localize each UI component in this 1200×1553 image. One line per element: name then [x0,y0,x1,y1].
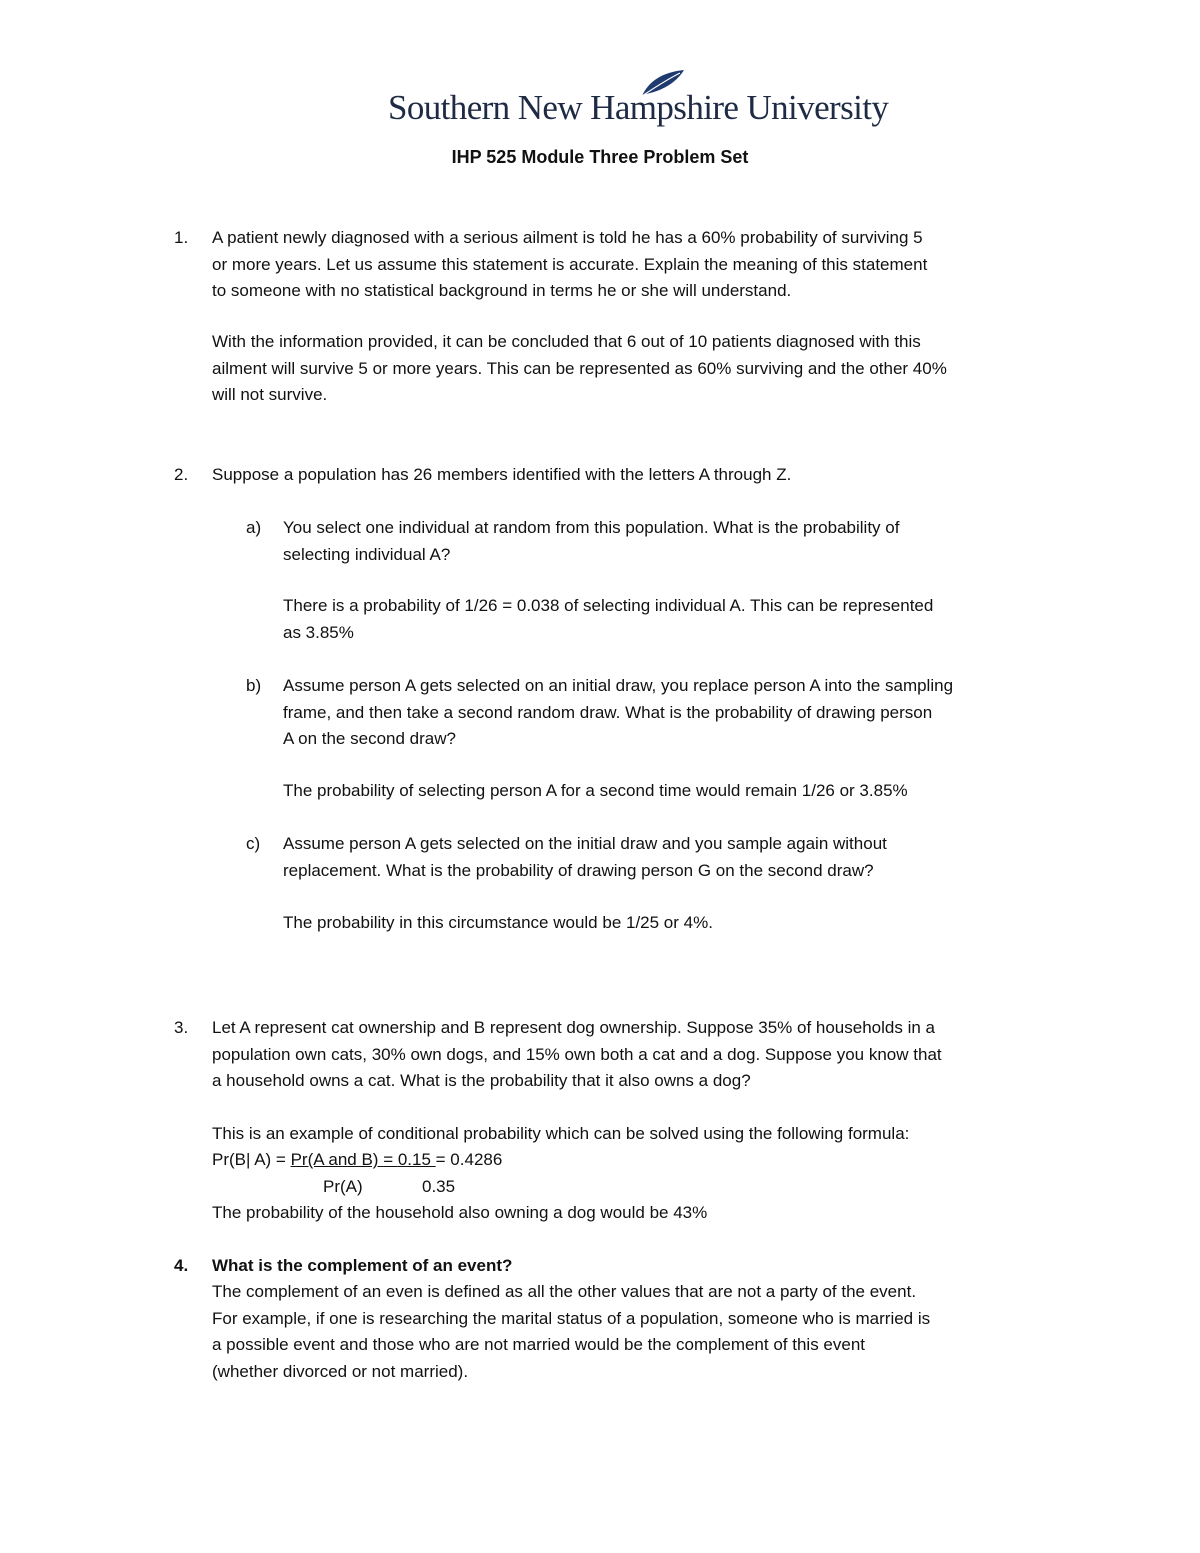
formula-denominator-1: Pr(A) [323,1177,363,1196]
question-2-number: 2. [174,465,189,484]
text-line: will not survive. [212,385,328,404]
text-line: You select one individual at random from this population. What is the probability of [283,518,900,537]
question-2a-text [283,515,899,568]
question-2a-answer [283,593,933,646]
text-line: Assume person A gets selected on an initial draw, you replace person A into the sampling [283,676,954,695]
document-title: IHP 525 Module Three Problem Set [451,147,749,167]
text-line: population own cats, 30% own dogs, and 15% own both a cat and a dog. Suppose you know that [212,1044,942,1064]
logo-text: Southern New Hampshire University [388,88,889,127]
question-1-number: 1. [174,228,189,247]
question-2-text: Suppose a population has 26 members identified with the letters A through Z. [212,465,792,484]
text-line: The probability in this circumstance would be 1/25 or 4%. [283,913,713,932]
text-line: For example, if one is researching the marital status of a population, someone who is married is [212,1308,931,1328]
question-3-answer-intro: This is an example of conditional probability which can be solved using the following formula: [212,1124,910,1143]
question-3-number: 3. [174,1018,189,1037]
formula-equals: = [383,1150,398,1169]
text-line: ailment will survive 5 or more years. This can be represented as 60% surviving and the other 40% [212,358,947,378]
text-line: There is a probability of 1/26 = 0.038 of selecting individual A. This can be represented [283,596,934,615]
formula-lhs: Pr(B| A) = [212,1150,291,1169]
text-line: Let A represent cat ownership and B represent dog ownership. Suppose 35% of households in a [212,1018,935,1037]
university-logo [388,68,889,138]
text-line: a household owns a cat. What is the probability that it also owns a dog? [212,1071,751,1090]
question-1-text [212,225,927,305]
text-line: A patient newly diagnosed with a serious ailment is told he has a 60% probability of surviving 5 [212,228,923,247]
question-2c-text [283,831,887,884]
text-line: (whether divorced or not married). [212,1361,469,1381]
question-2b-answer [283,778,908,805]
question-4-text: What is the complement of an event? [212,1256,513,1275]
text-line: frame, and then take a second random draw. What is the probability of drawing person [283,702,933,722]
text-line: Assume person A gets selected on the initial draw and you sample again without [283,834,887,853]
formula-result: = 0.4286 [435,1150,503,1169]
formula-numerator-1: Pr(A and B) [290,1150,384,1169]
question-2b-text [283,673,953,753]
question-2a-label: a) [246,518,262,537]
text-line: selecting individual A? [283,544,451,564]
text-line: as 3.85% [283,622,354,642]
formula-denominator-2: 0.35 [422,1177,456,1196]
text-line: The complement of an even is defined as all the other values that are not a party of the event. [212,1282,917,1301]
question-2c-answer [283,910,713,937]
text-line: or more years. Let us assume this statement is accurate. Explain the meaning of this statement [212,254,928,274]
text-line: The probability of selecting person A for a second time would remain 1/26 or 3.85% [283,781,908,800]
text-line: With the information provided, it can be concluded that 6 out of 10 patients diagnosed with this [212,332,921,351]
formula-line [212,1147,502,1174]
text-line: A on the second draw? [283,729,456,748]
question-3-text [212,1015,942,1095]
question-4-number: 4. [174,1256,189,1275]
question-2b-label: b) [246,676,262,695]
text-line: to someone with no statistical background in terms he or she will understand. [212,281,792,300]
text-line: a possible event and those who are not married would be the complement of this event [212,1335,865,1354]
formula-numerator-2: 0.15 [397,1150,436,1169]
question-3-conclusion: The probability of the household also owning a dog would be 43% [212,1203,708,1222]
question-1-answer [212,329,947,409]
question-2c-label: c) [246,834,261,853]
question-4-answer [212,1279,930,1385]
text-line: replacement. What is the probability of drawing person G on the second draw? [283,860,874,880]
